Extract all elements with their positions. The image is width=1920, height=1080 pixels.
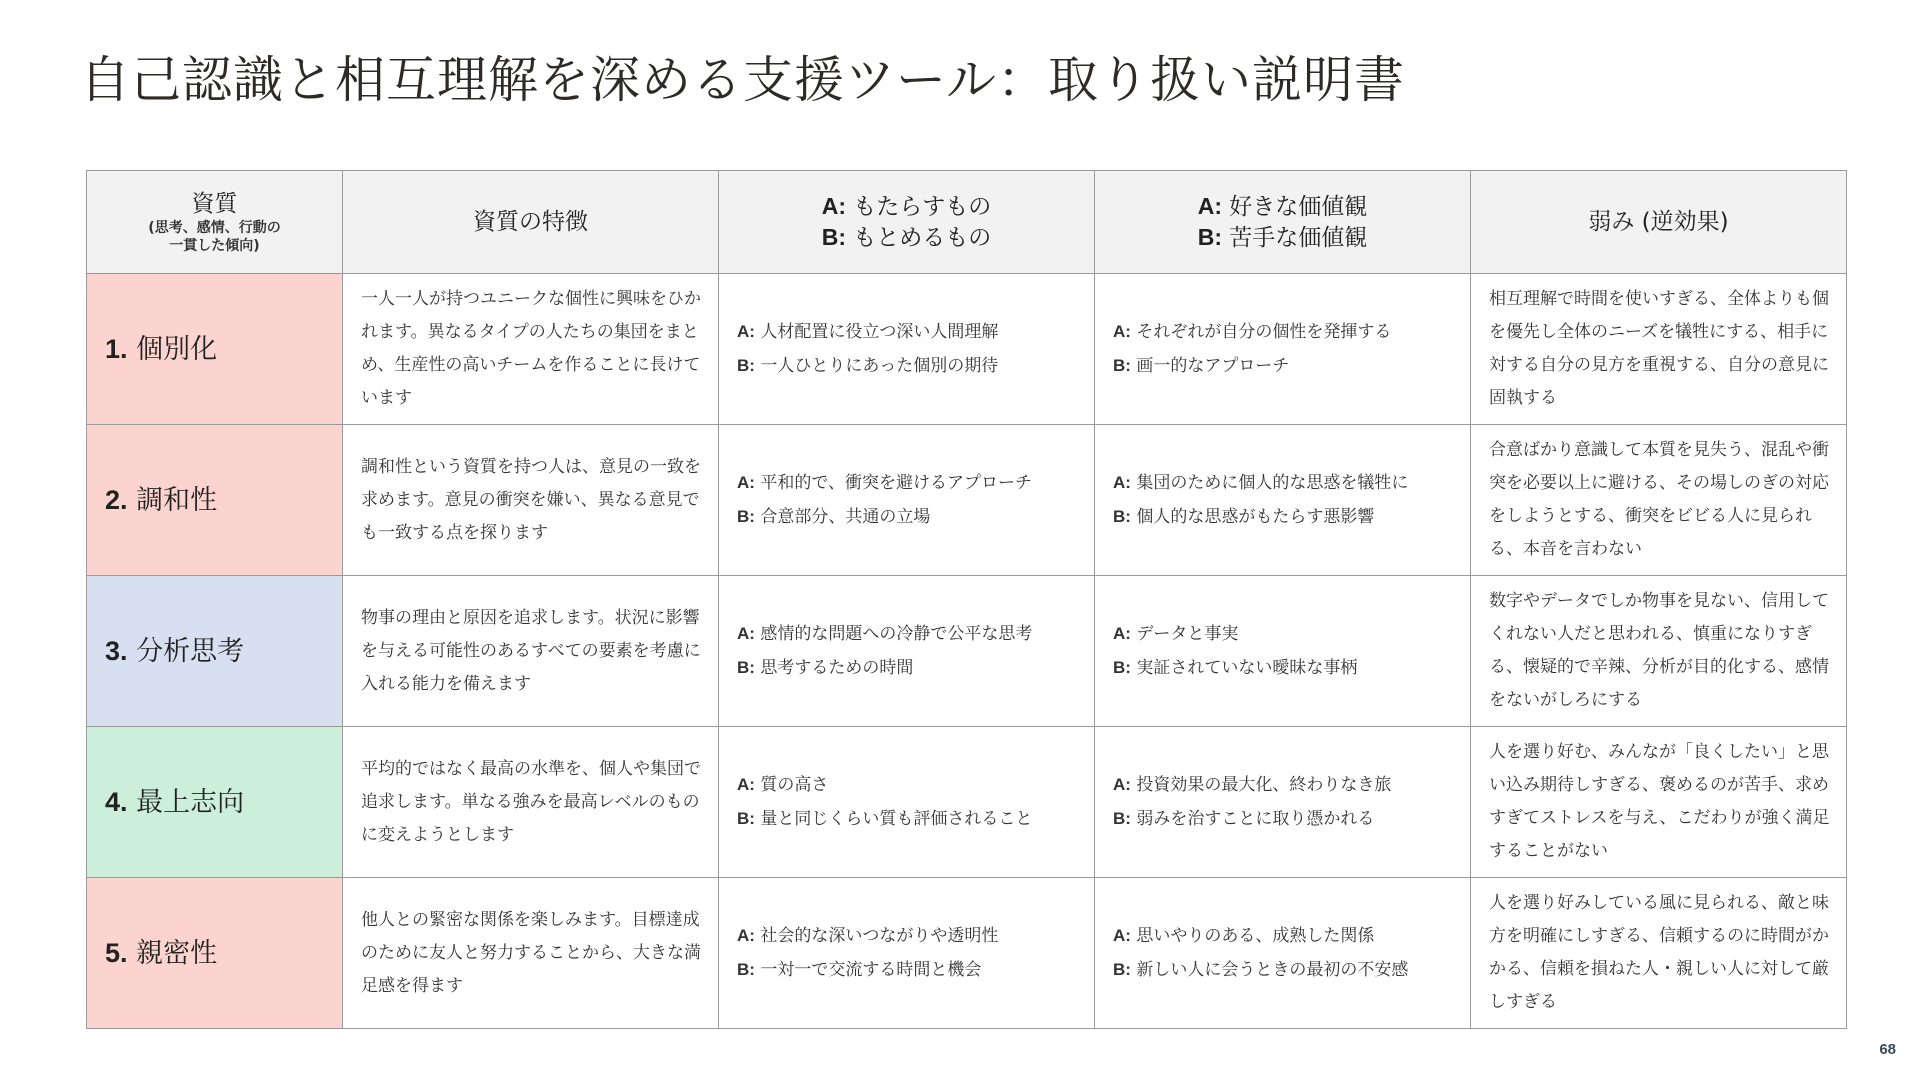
bring-a-line [737, 466, 1078, 500]
header-feature [343, 171, 719, 274]
header-values-b-prefix: B: [1197, 224, 1222, 250]
values-a-prefix: A: [1113, 624, 1131, 643]
values-a-text: 思いやりのある、成熟した関係 [1136, 926, 1375, 946]
bring-b-prefix: B: [737, 960, 755, 979]
page-title: 自己認識と相互理解を深める支援ツール：取り扱い説明書 [80, 51, 1405, 109]
strength-values [1095, 727, 1471, 878]
strength-name: 親密性 [136, 937, 218, 969]
strength-values [1095, 274, 1471, 425]
header-values-b [1096, 222, 1469, 253]
values-b-line [1113, 651, 1454, 685]
values-b-text: 画一的なアプローチ [1136, 356, 1290, 376]
header-bring-a-prefix: A: [821, 193, 846, 219]
values-b-text: 個人的な思惑がもたらす悪影響 [1136, 507, 1375, 527]
values-b-prefix: B: [1113, 658, 1131, 677]
header-bring-a [720, 191, 1093, 222]
strength-name: 個別化 [136, 333, 218, 365]
bring-a-line [737, 768, 1078, 802]
header-bring-b-prefix: B: [821, 224, 846, 250]
strength-bring [719, 878, 1095, 1029]
bring-a-line [737, 617, 1078, 651]
header-values-b-label: 苦手な価値観 [1229, 225, 1368, 251]
values-b-line [1113, 802, 1454, 836]
strength-rank: 3. [105, 635, 128, 666]
header-bring-a-label: もたらすもの [853, 194, 992, 220]
values-a-prefix: A: [1113, 775, 1131, 794]
table-row [87, 425, 1847, 576]
values-a-line [1113, 768, 1454, 802]
header-weakness [1471, 171, 1847, 274]
values-b-text: 弱みを治すことに取り憑かれる [1136, 809, 1375, 829]
bring-a-prefix: A: [737, 322, 755, 341]
bring-a-prefix: A: [737, 926, 755, 945]
values-a-prefix: A: [1113, 926, 1131, 945]
strength-feature: 他人との緊密な関係を楽しみます。目標達成のために友人と努力することから、大きな満足感を得ます [343, 878, 719, 1029]
bring-a-prefix: A: [737, 473, 755, 492]
strength-bring [719, 274, 1095, 425]
header-quality-note-line1: (思考、感情、行動の [148, 220, 281, 236]
bring-b-text: 量と同じくらい質も評価されること [760, 809, 1033, 829]
values-b-prefix: B: [1113, 356, 1131, 375]
table-header-row [87, 171, 1847, 274]
header-weakness-label: 弱み (逆効果) [1588, 209, 1729, 235]
bring-b-prefix: B: [737, 356, 755, 375]
bring-b-line [737, 953, 1078, 987]
strength-bring [719, 576, 1095, 727]
bring-a-text: 人材配置に役立つ深い人間理解 [760, 322, 999, 342]
strength-name-cell [87, 727, 343, 878]
header-values-a-label: 好きな価値観 [1229, 194, 1368, 220]
bring-b-text: 一人ひとりにあった個別の期待 [760, 356, 999, 376]
header-values-a-prefix: A: [1197, 193, 1222, 219]
bring-a-text: 社会的な深いつながりや透明性 [760, 926, 999, 946]
strength-name: 調和性 [136, 484, 218, 516]
strength-rank: 4. [105, 786, 128, 817]
strength-name-cell [87, 274, 343, 425]
values-b-text: 実証されていない曖昧な事柄 [1136, 658, 1358, 678]
bring-b-line [737, 500, 1078, 534]
bring-b-line [737, 651, 1078, 685]
strength-feature: 物事の理由と原因を追求します。状況に影響を与える可能性のあるすべての要素を考慮に入れる能力を備えます [343, 576, 719, 727]
strength-feature: 調和性という資質を持つ人は、意見の一致を求めます。意見の衝突を嫌い、異なる意見でも一致する点を探ります [343, 425, 719, 576]
values-b-prefix: B: [1113, 960, 1131, 979]
values-a-line [1113, 617, 1454, 651]
strength-weakness: 数字やデータでしか物事を見ない、信用してくれない人だと思われる、慎重になりすぎる、懐疑的で辛辣、分析が目的化する、感情をないがしろにする [1471, 576, 1847, 727]
bring-a-line [737, 315, 1078, 349]
header-bring [719, 171, 1095, 274]
values-b-line [1113, 953, 1454, 987]
values-a-text: データと事実 [1136, 624, 1239, 644]
bring-a-text: 質の高さ [760, 775, 829, 795]
header-quality-note-line2: 一貫した傾向) [169, 238, 260, 254]
bring-b-text: 思考するための時間 [760, 658, 914, 678]
strength-weakness: 人を選り好みしている風に見られる、敵と味方を明確にしすぎる、信頼するのに時間がかかる、信頼を損ねた人・親しい人に対して厳しすぎる [1471, 878, 1847, 1029]
header-quality-label: 資質 [191, 191, 238, 217]
header-bring-b-label: もとめるもの [853, 225, 992, 251]
values-b-text: 新しい人に会うときの最初の不安感 [1136, 960, 1409, 980]
strength-rank: 5. [105, 937, 128, 968]
strength-name: 最上志向 [136, 786, 245, 818]
strength-name-cell [87, 878, 343, 1029]
strength-weakness: 人を選り好む、みんなが「良くしたい」と思い込み期待しすぎる、褒めるのが苦手、求めすぎてストレスを与え、こだわりが強く満足することがない [1471, 727, 1847, 878]
bring-b-line [737, 802, 1078, 836]
strength-rank: 1. [105, 333, 128, 364]
bring-b-text: 一対一で交流する時間と機会 [760, 960, 982, 980]
values-a-line [1113, 315, 1454, 349]
bring-a-text: 感情的な問題への冷静で公平な思考 [760, 624, 1033, 644]
strength-feature: 平均的ではなく最高の水準を、個人や集団で追求します。単なる強みを最高レベルのものに変えようとします [343, 727, 719, 878]
bring-a-text: 平和的で、衝突を避けるアプローチ [760, 473, 1033, 493]
header-feature-label: 資質の特徴 [473, 209, 588, 235]
header-quality [87, 171, 343, 274]
table-row [87, 727, 1847, 878]
values-a-prefix: A: [1113, 473, 1131, 492]
table-row [87, 576, 1847, 727]
values-a-prefix: A: [1113, 322, 1131, 341]
values-b-prefix: B: [1113, 809, 1131, 828]
values-a-text: 投資効果の最大化、終わりなき旅 [1136, 775, 1392, 795]
page-number: 68 [1879, 1041, 1896, 1058]
values-b-prefix: B: [1113, 507, 1131, 526]
values-a-line [1113, 919, 1454, 953]
strength-feature: 一人一人が持つユニークな個性に興味をひかれます。異なるタイプの人たちの集団をまとめ、生産性の高いチームを作ることに長けています [343, 274, 719, 425]
bring-b-text: 合意部分、共通の立場 [760, 507, 931, 527]
bring-a-prefix: A: [737, 624, 755, 643]
strength-name-cell [87, 425, 343, 576]
strength-name-cell [87, 576, 343, 727]
strengths-table [86, 170, 1847, 1029]
strength-weakness: 合意ばかり意識して本質を見失う、混乱や衝突を必要以上に避ける、その場しのぎの対応をしようとする、衝突をビビる人に見られる、本音を言わない [1471, 425, 1847, 576]
strength-weakness: 相互理解で時間を使いすぎる、全体よりも個を優先し全体のニーズを犠牲にする、相手に対する自分の見方を重視する、自分の意見に固執する [1471, 274, 1847, 425]
bring-b-line [737, 349, 1078, 383]
table-row [87, 274, 1847, 425]
values-b-line [1113, 500, 1454, 534]
bring-b-prefix: B: [737, 809, 755, 828]
header-values [1095, 171, 1471, 274]
bring-b-prefix: B: [737, 507, 755, 526]
header-values-a [1096, 191, 1469, 222]
bring-a-line [737, 919, 1078, 953]
strength-bring [719, 727, 1095, 878]
header-bring-b [720, 222, 1093, 253]
values-a-text: それぞれが自分の個性を発揮する [1136, 322, 1392, 342]
values-b-line [1113, 349, 1454, 383]
strength-values [1095, 425, 1471, 576]
strength-values [1095, 576, 1471, 727]
strength-bring [719, 425, 1095, 576]
strength-name: 分析思考 [136, 635, 245, 667]
bring-b-prefix: B: [737, 658, 755, 677]
strength-rank: 2. [105, 484, 128, 515]
strength-values [1095, 878, 1471, 1029]
values-a-text: 集団のために個人的な思惑を犠牲に [1136, 473, 1409, 493]
values-a-line [1113, 466, 1454, 500]
bring-a-prefix: A: [737, 775, 755, 794]
table-row [87, 878, 1847, 1029]
